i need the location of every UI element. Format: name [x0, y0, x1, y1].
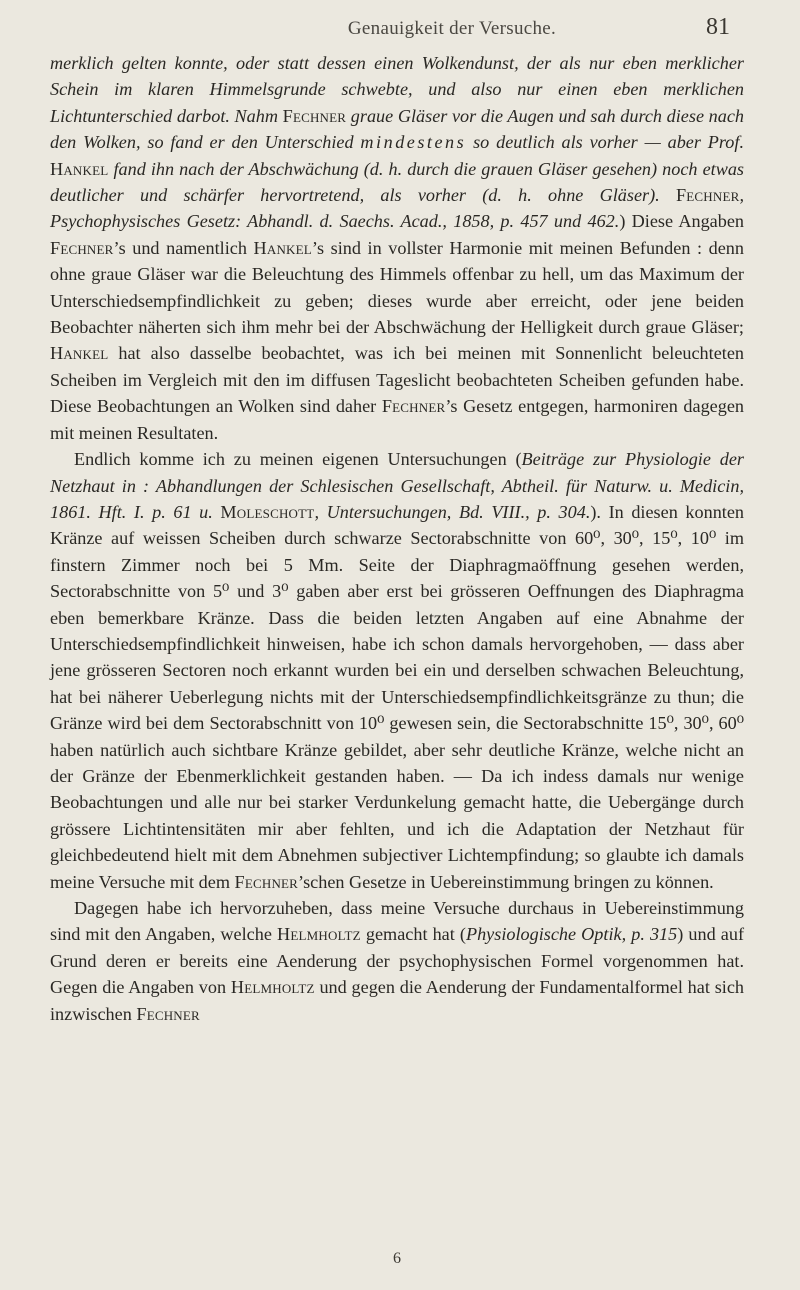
author-name: Hankel — [253, 237, 312, 258]
body-text — [50, 50, 744, 1027]
text-span: ) und auf Grund deren er bereits eine Aenderung der psychophysischen Formel vorgenommen hat. Gegen die Angaben von — [50, 924, 745, 998]
text-span: Endlich komme ich zu meinen eigenen Untersuchungen ( — [74, 449, 522, 470]
author-name: Moleschott — [220, 501, 315, 522]
author-name: Helmholtz — [230, 977, 315, 998]
author-name: Fechner — [234, 871, 299, 892]
author-name: Fechner — [675, 185, 740, 206]
text-span: so deutlich als vorher — aber Prof. — [466, 132, 745, 153]
text-span: gemacht hat ( — [360, 924, 466, 945]
author-name: Fechner — [50, 237, 114, 258]
printer-signature: 6 — [393, 1250, 401, 1267]
running-title: Genauigkeit der Versuche. — [347, 18, 557, 39]
citation: , Psychophysisches Gesetz: Abhandl. d. Saechs. Acad., 1858, p. 457 und 462. — [50, 185, 744, 232]
author-name: Fechner — [136, 1003, 200, 1024]
text-span: ’s sind in vollster Harmonie mit meinen Befunden : denn ohne graue Gläser war die Beleuchtung des Himmels offenbar zu hell, um das Maximum der Unterschiedsempfindlichkeit zu geben; dieses wurde aber erreicht, oder jene beiden Beobachter näherten sich ihm mehr bei der Abschwächung der Helligkeit durch graue Gläser; — [50, 237, 744, 338]
text-span: und gegen die Aenderung der Fundamentalformel hat sich inzwischen — [50, 977, 745, 1024]
text-span: hat also dasselbe beobachtet, was ich bei meinen mit Sonnenlicht beleuchteten Scheiben im Vergleich mit den im diffusen Tageslicht beobachteten Scheiben gefunden habe. Diese Beobachtungen an Wolken sind daher — [50, 343, 744, 417]
text-span: ’s Gesetz entgegen, harmoniren dagegen mit meinen Resultaten. — [50, 396, 745, 443]
citation: Beiträge zur Physiologie der Netzhaut in : Abhandlungen der Schlesischen Gesellschaft, Abtheil. für Naturw. u. Medicin, 1861. Hft. I. p. 61 u. — [50, 449, 744, 522]
page-number: 81 — [706, 14, 730, 40]
text-span: ) Diese Angaben — [619, 211, 744, 232]
citation: Physiologische Optik, p. 315 — [465, 924, 678, 945]
text-span: ’s und namentlich — [113, 237, 254, 258]
author-name: Hankel — [50, 158, 109, 179]
paragraph-2 — [50, 446, 744, 895]
text-span: ). In diesen konnten Kränze auf weissen Scheiben durch schwarze Sectorabschnitte von 60⁰, 30⁰, 15⁰, 10⁰ im finstern Zimmer noch bei 5 Mm. Seite der Diaphragmaöffnung gesehen werden, Sectorabschnitte von 5⁰ und 3⁰ gaben aber erst bei grösseren Oeffnungen des Diaphragma eben bemerkbare Kränze. Dass die beiden letzten Angaben auf eine Abnahme der Unterschiedsempfindlichkeit hinweisen, habe ich schon damals hervorgehoben, — dass aber jene grösseren Sectoren noch erkannt wurden bei ein und derselben schwachen Beleuchtung, hat bei näherer Ueberlegung nichts mit der Unterschiedsempfindlichkeitsgränze zu thun; die Gränze wird bei dem Sectorabschnitt von 10⁰ gewesen sein, die Sectorabschnitte 15⁰, 30⁰, 60⁰ haben natürlich auch sichtbare Kränze gebildet, aber sehr deutliche Kränze, welche nicht an der Gränze der Ebenmerklichkeit gestanden haben. — Da ich indess damals nur wenige Beobachtungen und alle nur bei starker Verdunkelung gemacht hatte, die Uebergänge durch grössere Lichtintensitäten mir aber fehlten, und ich die Adaptation der Netzhaut für gleichbedeutend hielt mit dem Abnehmen subjectiver Lichtempfindung; so glaubte ich damals meine Versuche mit dem — [50, 501, 745, 892]
paragraph-1 — [50, 50, 744, 446]
page-header — [50, 14, 744, 50]
author-name: Helmholtz — [277, 924, 361, 945]
author-name: Fechner — [381, 396, 446, 417]
text-span: Dagegen habe ich hervorzuheben, dass meine Versuche durchaus in Uebereinstimmung sind mit den Angaben, welche — [50, 898, 744, 945]
text-span: merklich gelten konnte, oder statt dessen einen Wolkendunst, der als nur eben merklicher Schein im klaren Himmelsgrunde schwebte, und also nur einen eben merklichen Lichtunterschied darbot. Nahm — [50, 53, 744, 126]
author-name: Fechner — [282, 105, 347, 126]
text-span: graue Gläser vor die Augen und sah durch diese nach den Wolken, so fand er den Unterschied — [50, 105, 744, 153]
author-name: Hankel — [50, 343, 109, 364]
paragraph-3 — [50, 895, 744, 1027]
citation: , Untersuchungen, Bd. VIII., p. 304. — [314, 501, 591, 522]
spaced-text: mindestens — [360, 132, 467, 153]
text-span: fand ihn nach der Abschwächung (d. h. durch die grauen Gläser gesehen) noch etwas deutlicher und schärfer hervortretend, als vorher (d. h. ohne Gläser). — [50, 158, 744, 206]
text-span: ’schen Gesetze in Uebereinstimmung bringen zu können. — [298, 871, 714, 892]
